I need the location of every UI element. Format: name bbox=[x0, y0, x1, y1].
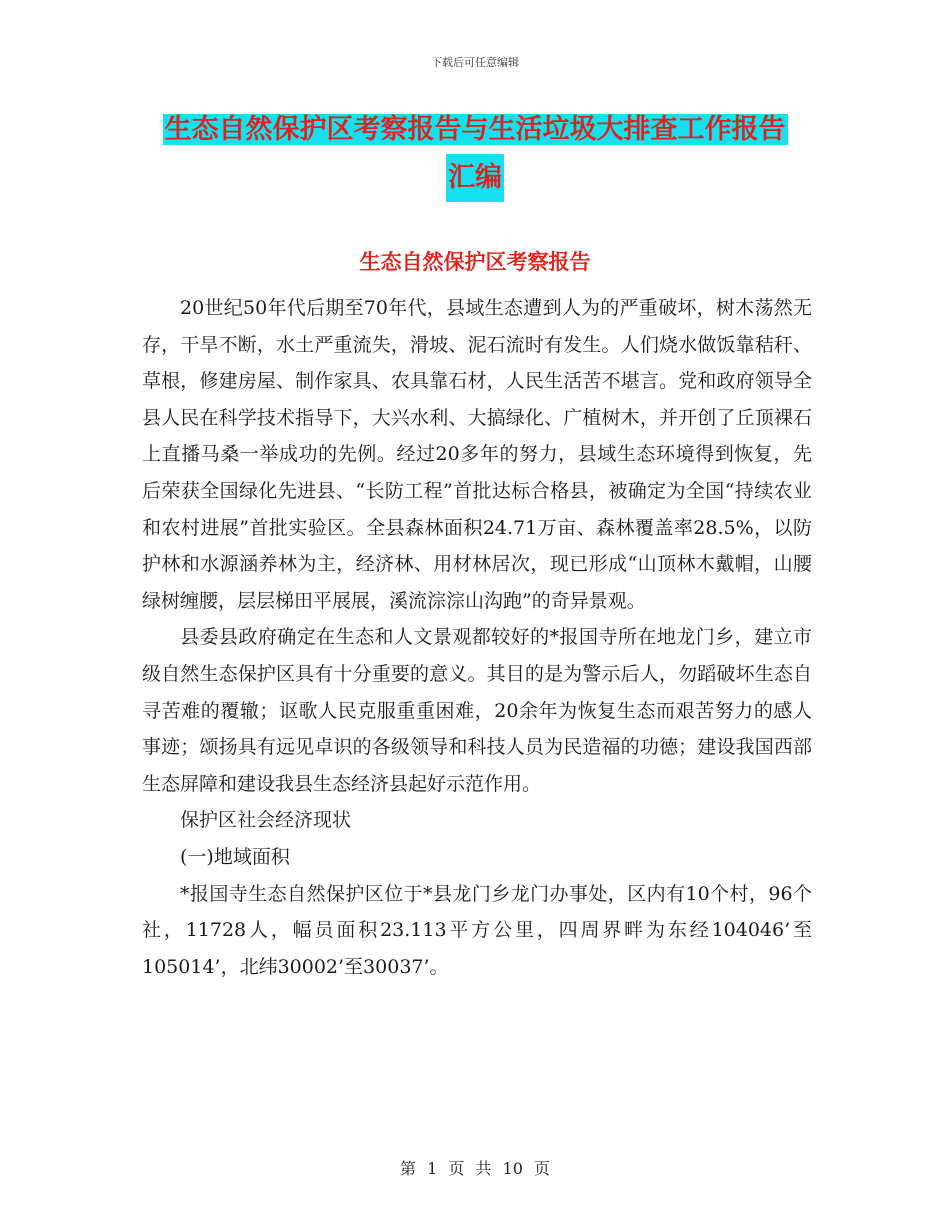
paragraph: 县委县政府确定在生态和人文景观都较好的*报国寺所在地龙门乡，建立市级自然生态保护区具有十分重要的意义。其目的是为警示后人，勿蹈破坏生态自寻苦难的覆辙；讴歌人民克服重重困难，20余年为恢复生态而艰苦努力的感人事迹；颂扬具有远见卓识的各级领导和科技人员为民造福的功德；建设我国西部生态屏障和建设我县生态经济县起好示范作用。 bbox=[142, 626, 812, 795]
page-footer: 第 1 页 共 10 页 bbox=[400, 1159, 550, 1178]
section-title: 生态自然保护区考察报告 bbox=[359, 250, 591, 274]
paragraph: *报国寺生态自然保护区位于*县龙门乡龙门办事处，区内有10个村，96个社，11728人，幅员面积23.113平方公里，四周界畔为东经104046’至105014’，北纬30002’至30037’。 bbox=[142, 882, 812, 978]
document-title-line2: 汇编 bbox=[446, 154, 504, 202]
document-title bbox=[0, 106, 950, 202]
header-note: 下载后可任意编辑 bbox=[431, 56, 519, 69]
subheading: 保护区社会经济现状 bbox=[180, 809, 352, 832]
subheading: (一)地域面积 bbox=[180, 845, 290, 868]
document-body bbox=[142, 290, 812, 985]
paragraph: 20世纪50年代后期至70年代，县域生态遭到人为的严重破坏，树木荡然无存，干旱不断，水土严重流失，滑坡、泥石流时有发生。人们烧水做饭靠秸秆、草根，修建房屋、制作家具、农具靠石材，人民生活苦不堪言。党和政府领导全县人民在科学技术指导下，大兴水利、大搞绿化、广植树木，并开创了丘顶裸石上直播马桑一举成功的先例。经过20多年的努力，县域生态环境得到恢复，先后荣获全国绿化先进县、“长防工程”首批达标合格县，被确定为全国“持续农业和农村进展”首批实验区。全县森林面积24.71万亩、森林覆盖率28.5%，以防护林和水源涵养林为主，经济林、用材林居次，现已形成“山顶林木戴帽，山腰绿树缠腰，层层梯田平展展，溪流淙淙山沟跑”的奇异景观。 bbox=[142, 297, 812, 612]
document-title-line1: 生态自然保护区考察报告与生活垃圾大排查工作报告 bbox=[164, 114, 786, 145]
